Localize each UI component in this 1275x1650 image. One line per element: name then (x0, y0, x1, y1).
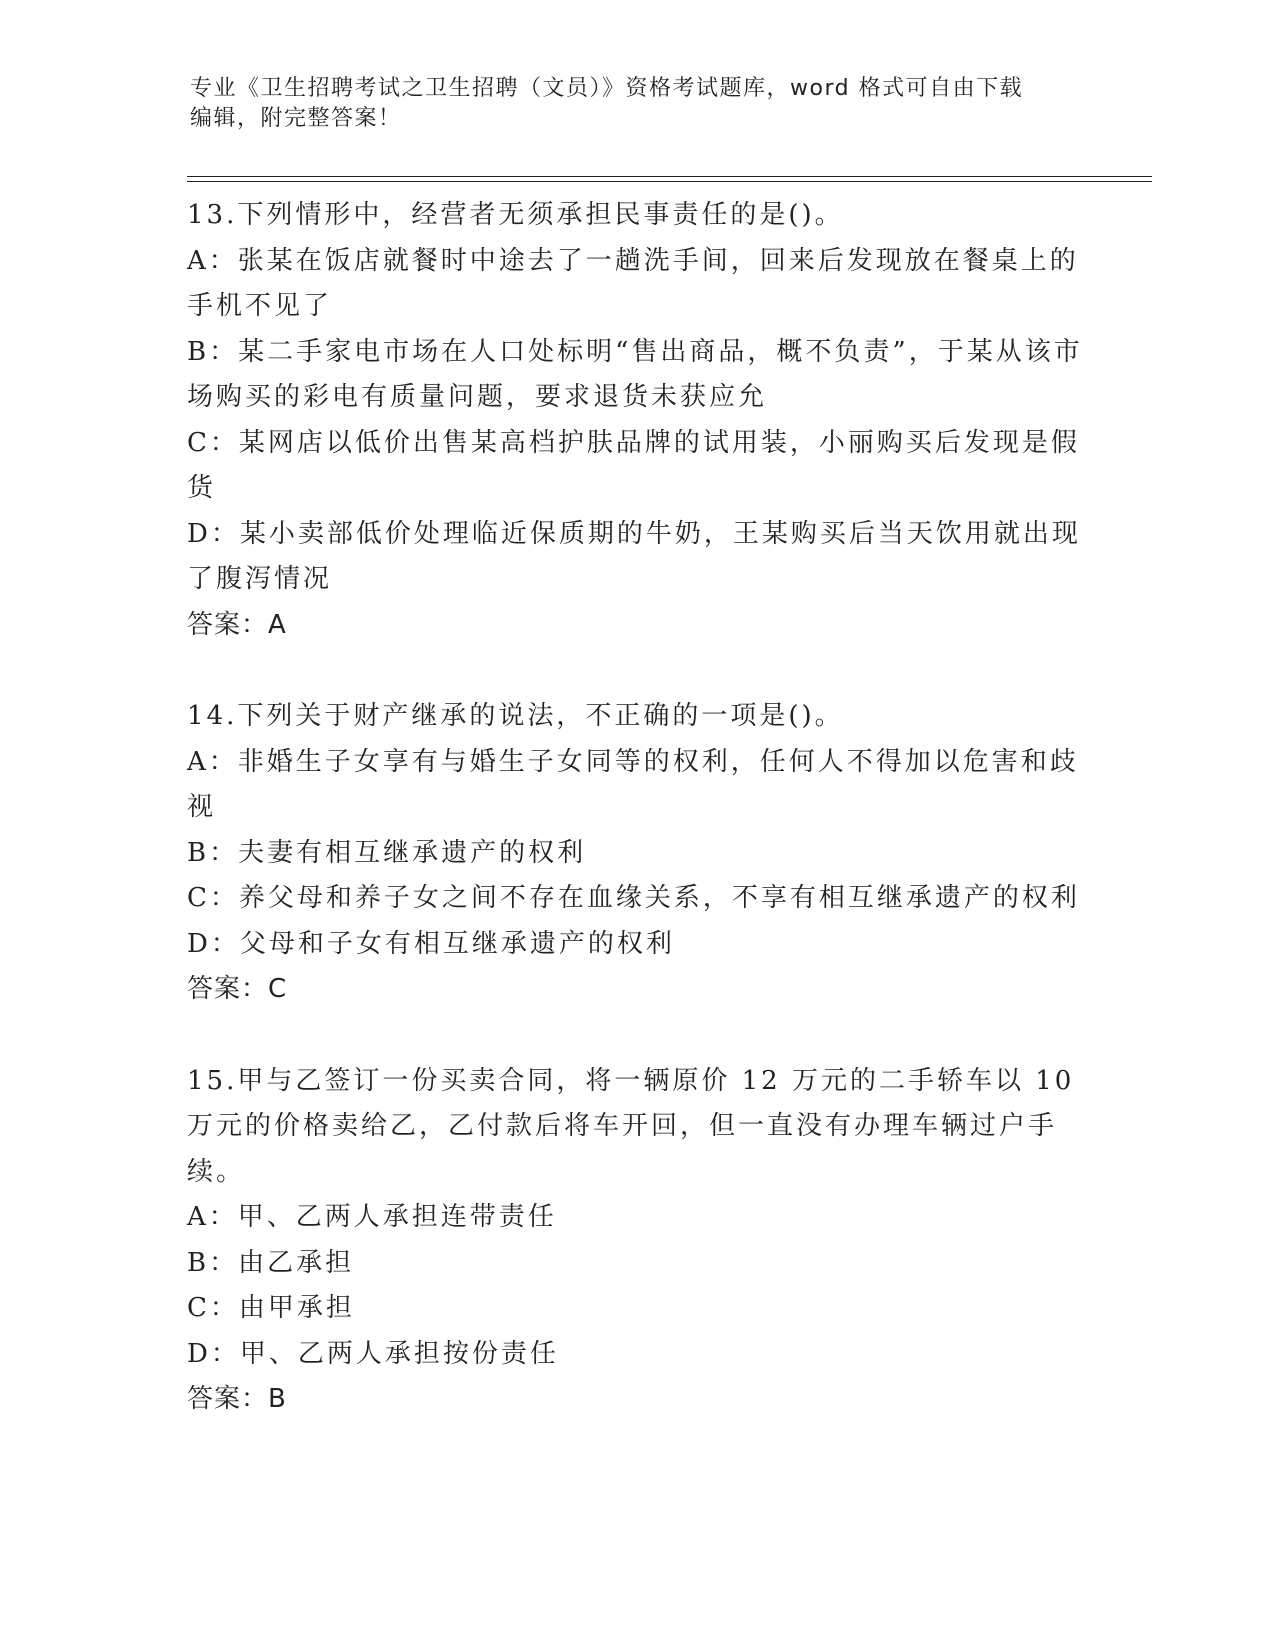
question-list (187, 193, 1087, 1469)
question-stem: 14.下列关于财产继承的说法，不正确的一项是()。 (187, 701, 844, 731)
option-d: D：甲、乙两人承担按份责任 (187, 1338, 559, 1369)
option-d: D：某小卖部低价处理临近保质期的牛奶，王某购买后当天饮用就出现了腹泻情况 (187, 518, 1081, 594)
option-b: B：某二手家电市场在人口处标明“售出商品，概不负责”，于某从该市场购买的彩电有质量问题，要求退货未获应允 (187, 336, 1083, 412)
question-14 (187, 694, 1087, 1013)
header-line-1: 专业《卫生招聘考试之卫生招聘（文员）》资格考试题库，word 格式可自由下载 (190, 76, 1024, 101)
question-stem: 13.下列情形中，经营者无须承担民事责任的是()。 (187, 200, 844, 230)
option-c: C：养父母和养子女之间不存在血缘关系，不享有相互继承遗产的权利 (187, 883, 1080, 913)
answer: 答案：B (187, 1384, 287, 1414)
option-a: A：非婚生子女享有与婚生子女同等的权利，任何人不得加以危害和歧视 (187, 746, 1079, 822)
header-rule-bottom (187, 181, 1152, 182)
option-b: B：夫妻有相互继承遗产的权利 (187, 837, 587, 868)
question-stem: 15.甲与乙签订一份买卖合同，将一辆原价 12 万元的二手轿车以 10 万元的价格卖给乙，乙付款后将车开回，但一直没有办理车辆过户手续。 (187, 1065, 1075, 1187)
answer: 答案：A (187, 609, 287, 640)
option-d: D：父母和子女有相互继承遗产的权利 (187, 928, 675, 959)
question-15 (187, 1059, 1087, 1423)
header-line-2: 编辑，附完整答案！ (190, 106, 402, 131)
option-a: A：张某在饭店就餐时中途去了一趟洗手间，回来后发现放在餐桌上的手机不见了 (187, 245, 1079, 321)
question-13 (187, 193, 1087, 648)
answer: 答案：C (187, 974, 288, 1004)
option-a: A：甲、乙两人承担连带责任 (187, 1202, 557, 1232)
option-c: C：某网店以低价出售某高档护肤品牌的试用装，小丽购买后发现是假货 (187, 427, 1080, 503)
option-c: C：由甲承担 (187, 1293, 355, 1323)
header-rule-top (187, 176, 1152, 177)
document-header (190, 74, 1070, 134)
option-b: B：由乙承担 (187, 1247, 355, 1278)
